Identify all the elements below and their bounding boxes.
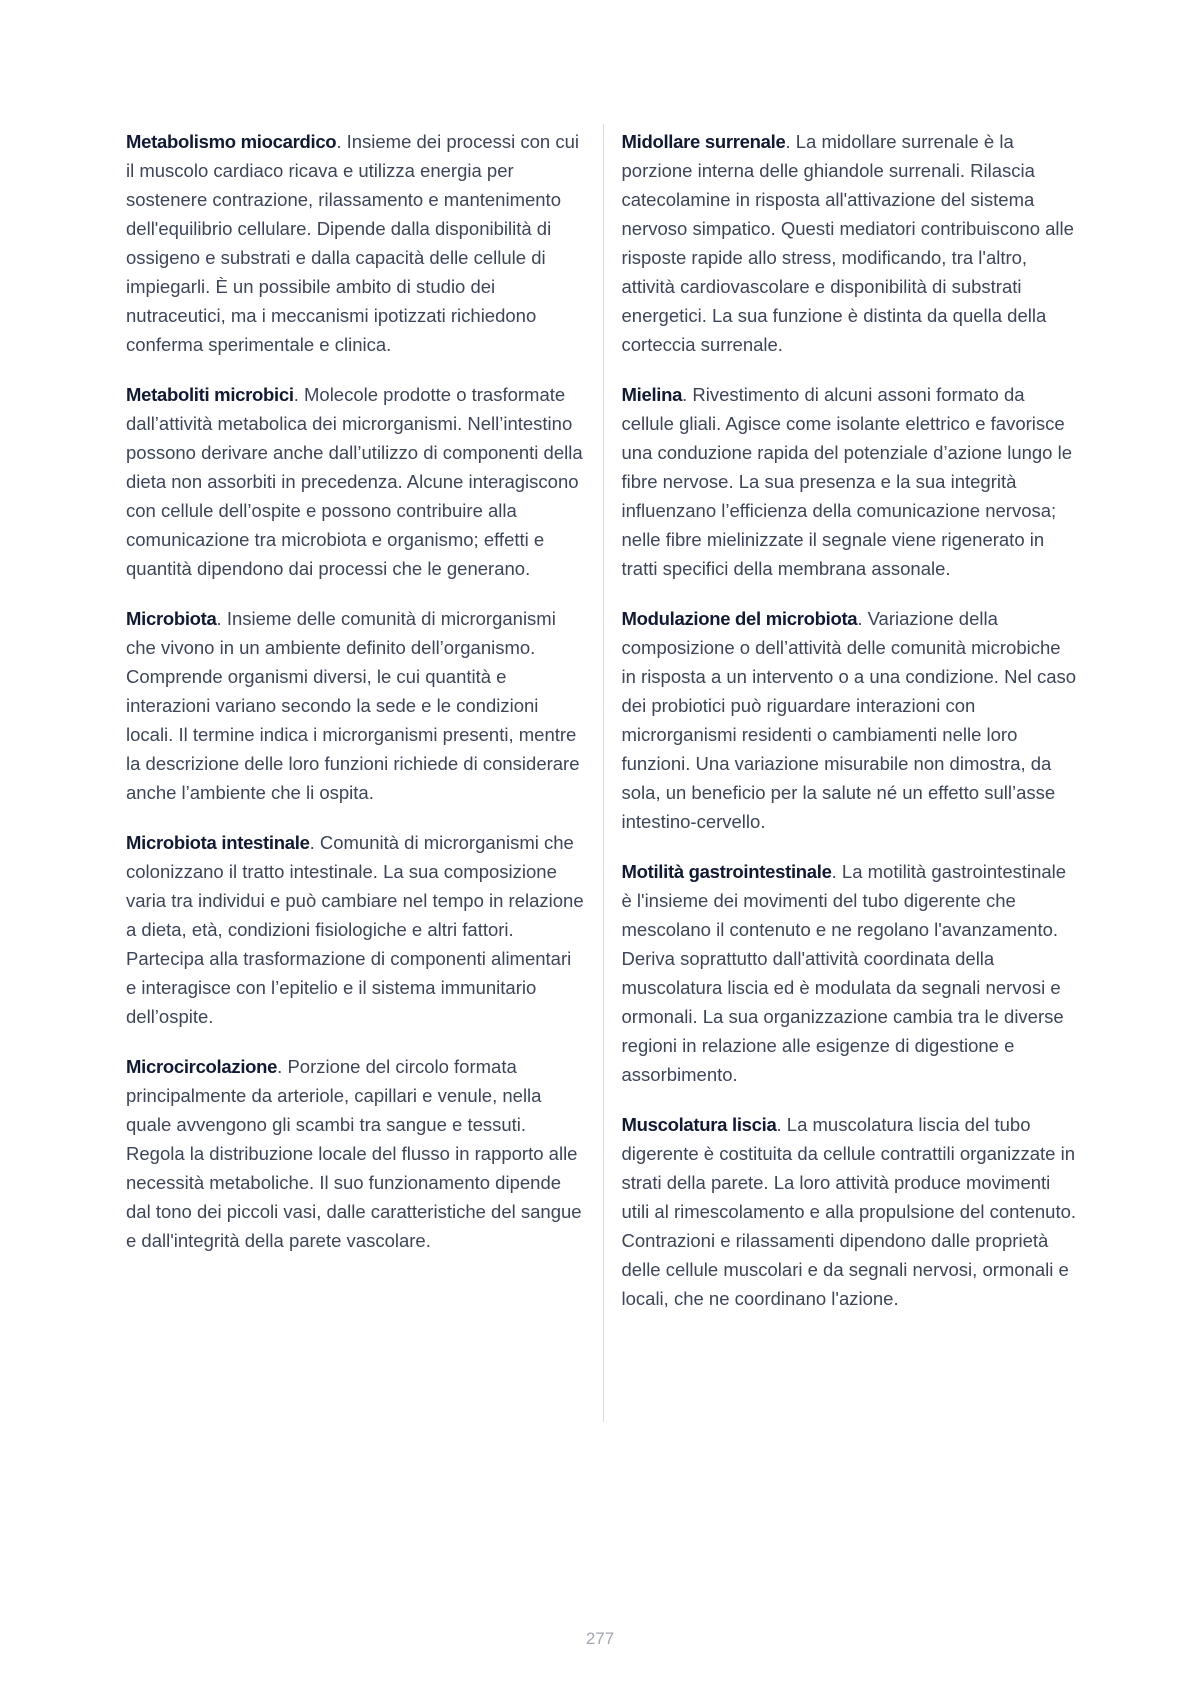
entry-definition: Variazione della composizione o dell’attività delle comunità microbiche in risposta a un intervento o a una condizione. Nel caso dei probiotici può riguardare interazioni con microrganismi residenti o cambiamenti nelle loro funzioni. Una variazione misurabile non dimostra, da sola, un beneficio per la salute né un effetto sull’asse intestino-cervello. — [621, 608, 1077, 832]
entry-term: Muscolatura liscia — [621, 1114, 777, 1135]
entry-definition: Insieme delle comunità di microrganismi che vivono in un ambiente definito dell’organismo. Comprende organismi diversi, le cui quantità e interazioni variano secondo la sede e le condizioni locali. Il termine indica i microrganismi presenti, mentre la descrizione delle loro funzioni richiede di considerare anche l’ambiente che li ospita. — [126, 608, 580, 803]
entry-term: Microbiota intestinale — [126, 832, 310, 853]
glossary-entry — [126, 604, 587, 807]
term-period: . — [293, 384, 304, 405]
entry-term: Modulazione del microbiota — [621, 608, 858, 629]
left-column — [126, 127, 603, 1422]
right-column — [604, 127, 1079, 1422]
glossary-entry — [126, 380, 587, 583]
entry-definition: Porzione del circolo formata principalmente da arteriole, capillari e venule, nella quale avvengono gli scambi tra sangue e tessuti. Regola la distribuzione locale del flusso in rapporto alle necessità metaboliche. Il suo funzionamento dipende dal tono dei piccoli vasi, dalle caratteristiche del sangue e dall'integrità della parete vascolare. — [126, 1056, 582, 1251]
entry-definition: La muscolatura liscia del tubo digerente è costituita da cellule contrattili organizzate in strati della parete. La loro attività produce movimenti utili al rimescolamento e alla propulsione del contenuto. Contrazioni e rilassamenti dipendono dalle proprietà delle cellule muscolari e da segnali nervosi, ormonali e locali, che ne coordinano l'azione. — [621, 1114, 1077, 1309]
entry-term: Microbiota — [126, 608, 217, 629]
term-period: . — [857, 608, 868, 629]
entry-definition: La midollare surrenale è la porzione interna delle ghiandole surrenali. Rilascia catecolamine in risposta all'attivazione del sistema nervoso simpatico. Questi mediatori contribuiscono alle risposte rapide allo stress, modificando, tra l'altro, attività cardiovascolare e disponibilità di substrati energetici. La sua funzione è distinta da quella della corteccia surrenale. — [621, 131, 1074, 355]
entry-term: Metabolismo miocardico — [126, 131, 337, 152]
glossary-entry — [622, 127, 1079, 359]
entry-term: Mielina — [621, 384, 683, 405]
term-period: . — [776, 1114, 787, 1135]
glossary-entry — [622, 857, 1079, 1089]
glossary-entry — [622, 604, 1079, 836]
term-period: . — [785, 131, 796, 152]
term-period: . — [682, 384, 693, 405]
entry-definition: Comunità di microrganismi che colonizzano il tratto intestinale. La sua composizione varia tra individui e può cambiare nel tempo in relazione a dieta, età, condizioni fisiologiche e altri fattori. Partecipa alla trasformazione di componenti alimentari e interagisce con l’epitelio e il sistema immunitario dell’ospite. — [126, 832, 584, 1027]
term-period: . — [336, 131, 347, 152]
entry-term: Metaboliti microbici — [126, 384, 294, 405]
term-period: . — [216, 608, 227, 629]
glossary-entry — [126, 127, 587, 359]
glossary-entry — [622, 1110, 1079, 1313]
glossary-entry — [126, 1052, 587, 1255]
glossary-entry — [126, 828, 587, 1031]
entry-definition: La motilità gastrointestinale è l'insieme dei movimenti del tubo digerente che mescolano il contenuto e ne regolano l'avanzamento. Deriva soprattutto dall'attività coordinata della muscolatura liscia ed è modulata da segnali nervosi e ormonali. La sua organizzazione cambia tra le diverse regioni in relazione alle esigenze di digestione e assorbimento. — [621, 861, 1067, 1085]
term-period: . — [831, 861, 842, 882]
entry-term: Motilità gastrointestinale — [621, 861, 832, 882]
glossary-entry — [622, 380, 1079, 583]
glossary-columns — [126, 127, 1078, 1422]
term-period: . — [309, 832, 320, 853]
entry-term: Midollare surrenale — [621, 131, 786, 152]
entry-definition: Molecole prodotte o trasformate dall’attività metabolica dei microrganismi. Nell’intestino possono derivare anche dall’utilizzo di componenti della dieta non assorbiti in precedenza. Alcune interagiscono con cellule dell’ospite e possono contribuire alla comunicazione tra microbiota e organismo; effetti e quantità dipendono dai processi che le generano. — [126, 384, 583, 579]
term-period: . — [277, 1056, 288, 1077]
page-number: 277 — [585, 1629, 615, 1648]
entry-definition: Insieme dei processi con cui il muscolo cardiaco ricava e utilizza energia per sostenere contrazione, rilassamento e mantenimento dell'equilibrio cellulare. Dipende dalla disponibilità di ossigeno e substrati e dalla capacità delle cellule di impiegarli. È un possibile ambito di studio dei nutraceutici, ma i meccanismi ipotizzati richiedono conferma sperimentale e clinica. — [126, 131, 579, 355]
entry-term: Microcircolazione — [126, 1056, 278, 1077]
entry-definition: Rivestimento di alcuni assoni formato da cellule gliali. Agisce come isolante elettrico e favorisce una conduzione rapida del potenziale d’azione lungo le fibre nervose. La sua presenza e la sua integrità influenzano l’efficienza della comunicazione nervosa; nelle fibre mielinizzate il segnale viene rigenerato in tratti specifici della membrana assonale. — [621, 384, 1073, 579]
